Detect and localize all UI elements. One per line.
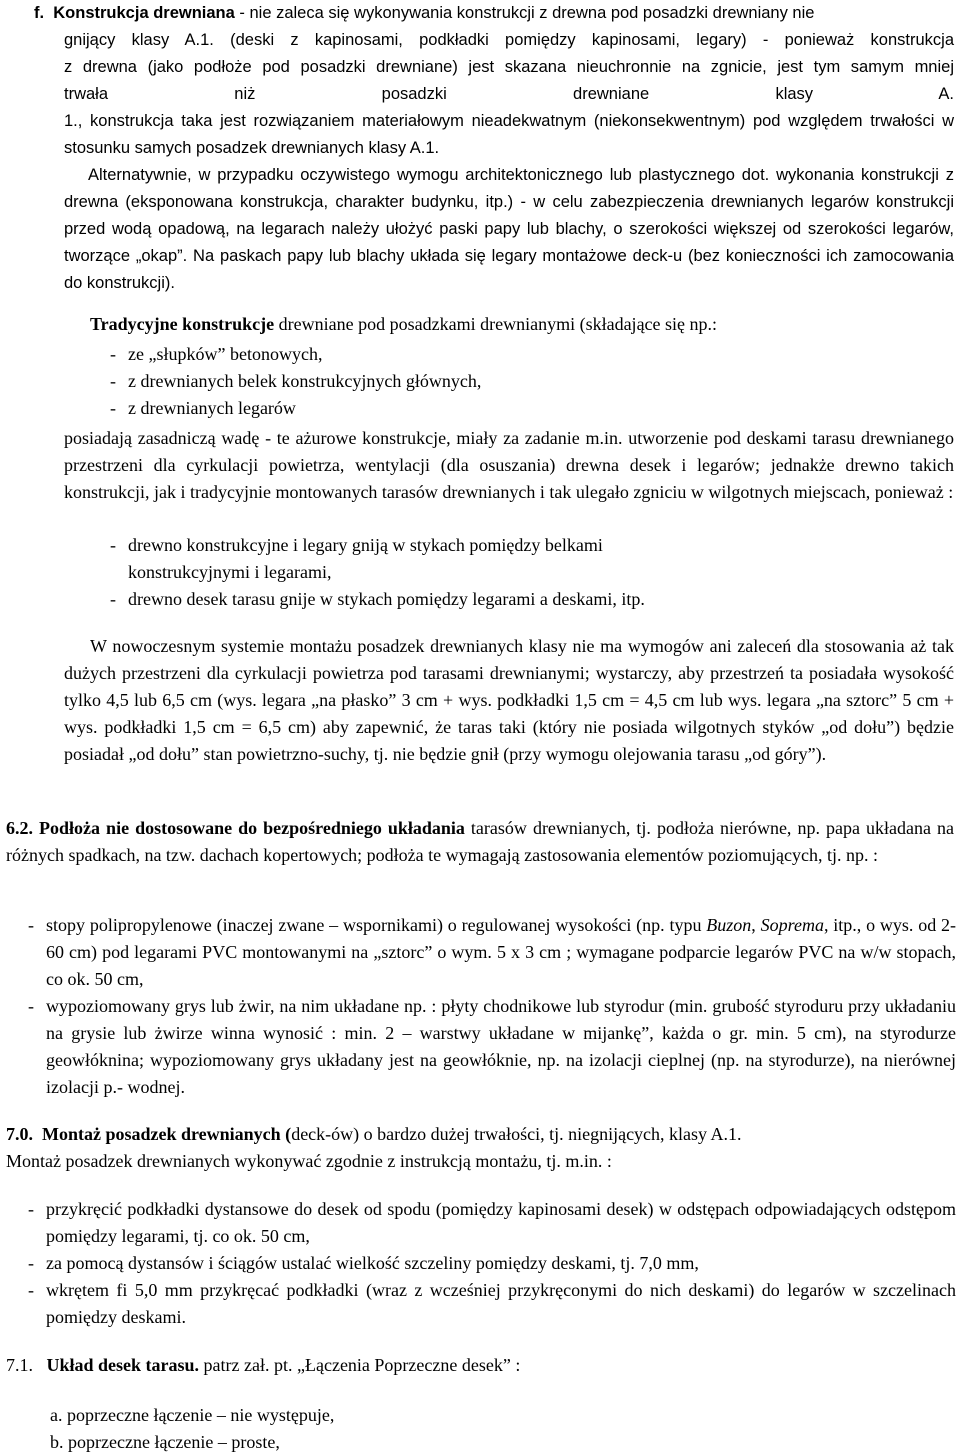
list-item: - z drewnianych legarów: [110, 398, 296, 418]
section-6-2-number: 6.2.: [6, 818, 33, 838]
section-f-line2: gnijący klasy A.1. (deski z kapinosami, podkładki pomiędzy kapinosami, legary) - ponieważ konstrukcja: [64, 31, 954, 49]
section-7-1-list: [50, 1402, 650, 1456]
traditional-heading-rest: drewniane pod posadzkami drewnianymi (składające się np.:: [274, 314, 718, 334]
section-f-title: Konstrukcja drewniana: [53, 4, 235, 22]
traditional-heading: [90, 311, 950, 338]
section-f-marker: f.: [34, 4, 45, 22]
section-6-2-title: Podłoża nie dostosowane do bezpośredniego układania: [39, 818, 465, 838]
section-f-alt-para: Alternatywnie, w przypadku oczywistego wymogu architektonicznego lub plastycznego dot. wykonania konstrukcji z drewna (eksponowana konstrukcja, charakter budynku, itp.) - w celu zabezpieczenia drewnianych legarów konstrukcji przed wodą opadową, na legarach należy ułożyć paski papy lub blachy, o szerokości większej od szerokości legarów, tworzące „okap”. Na paskach papy lub blachy układa się legary montażowe deck-u (bez konieczności ich zamocowania do konstrukcji).: [64, 166, 954, 292]
traditional-reasons: [110, 532, 678, 613]
list-item: - wkrętem fi 5,0 mm przykręcać podkładki (wraz z wcześniej przykręconymi do nich deskami) do legarów w szczelinach pomiędzy deskami.: [28, 1280, 956, 1327]
list-item: b. poprzeczne łączenie – proste,: [50, 1432, 280, 1452]
traditional-list: [110, 341, 948, 422]
list-item: - wypoziomowany grys lub żwir, na nim układane np. : płyty chodnikowe lub styrodur (min. grubość styroduru przy układaniu na grysie lub żwirze winna wynosić : min. 2 – warstwy układane w mijankę”, każda o gr. min. 5 cm), na styrodurze geowłóknina; wypoziomowany grys układany jest na geowłóknie, np. na izolacji cieplnej (np. na styrodurze), na nierównej izolacji p.- wodnej.: [28, 996, 956, 1097]
list-item: - ze „słupków” betonowych,: [110, 344, 323, 364]
list-item: - przykręcić podkładki dystansowe do desek od spodu (pomiędzy kapinosami desek) w odstępach odpowiadających odstępom pomiędzy legarami, tj. co ok. 50 cm,: [28, 1199, 956, 1246]
section-6-2-rest: tarasów drewnianych, tj. podłoża nierówne, np. papa układana na różnych spadkach, na tzw. dachach kopertowych; podłoża te wymagają zastosowania elementów poziomujących, tj. np. :: [6, 818, 954, 865]
section-7-1-title: Układ desek tarasu.: [46, 1355, 200, 1375]
section-6-2: [6, 815, 954, 869]
list-item: a. poprzeczne łączenie – nie występuje,: [50, 1405, 335, 1425]
section-6-2-list: [28, 912, 957, 1101]
traditional-body: posiadają zasadniczą wadę - te ażurowe konstrukcje, miały za zadanie m.in. utworzenie pod deskami tarasu drewnianego przestrzeni dla cyrkulacji powietrza, wentylacji (dla osuszania) drewna desek i legarów; jednakże drewno takich konstrukcji, jak i tradycyjnie montowanych tarasów drewnianych i tak ulegało zgniciu w wilgotnych miejscach, ponieważ :: [64, 428, 954, 502]
list-item: - drewno konstrukcyjne i legary gniją w stykach pomiędzy belkami konstrukcyjnymi i legarami,: [110, 535, 603, 582]
list-item: - za pomocą dystansów i ściągów ustalać wielkość szczeliny pomiędzy deskami, tj. 7,0 mm,: [28, 1253, 699, 1273]
section-7-0-rest: deck-ów) o bardzo dużej trwałości, tj. niegnijących, klasy A.1.: [291, 1124, 742, 1144]
section-f-line3: z drewna (jako podłoże pod posadzki drewniane) jest skazana nieuchronnie na zgnicie, jest tym samym mniej: [64, 58, 954, 76]
traditional-heading-bold: Tradycyjne konstrukcje: [90, 314, 275, 334]
section-f-body: [64, 27, 954, 297]
section-f-line1: [34, 0, 954, 27]
list-item: - z drewnianych belek konstrukcyjnych głównych,: [110, 371, 482, 391]
list-item: - stopy polipropylenowe (inaczej zwane – wspornikami) o regulowanej wysokości (np. typu Buzon, Soprema, itp., o wys. od 2-60 cm) pod legarami PVC montowanymi na „sztorc” o wym. 5 x 3 cm ; wymagane podparcie legarów PVC na w/w stopach, co ok. 50 cm,: [28, 915, 957, 989]
section-7-0-title: Montaż posadzek drewnianych (: [42, 1124, 292, 1144]
section-7-1-number: 7.1.: [6, 1355, 33, 1375]
section-f-para-tail: 1., konstrukcja taka jest rozwiązaniem materiałowym nieadekwatnym (niekonsekwentnym) pod względem trwałości w stosunku samych posadzek drewnianych klasy A.1.: [64, 112, 954, 157]
section-f-line1-rest: - nie zaleca się wykonywania konstrukcji z drewna pod posadzki drewniany nie: [234, 4, 815, 22]
section-7-0-intro: Montaż posadzek drewnianych wykonywać zgodnie z instrukcją montażu, tj. m.in. :: [6, 1151, 612, 1171]
section-7-1-rest: patrz zał. pt. „Łączenia Poprzeczne desek” :: [199, 1355, 521, 1375]
section-7-0-number: 7.0.: [6, 1124, 33, 1144]
section-7-1-heading: [6, 1352, 954, 1379]
section-7-0-heading: [6, 1121, 954, 1148]
section-7-0-list: [28, 1196, 956, 1331]
section-f-line4: trwała niż posadzki drewniane klasy A.: [64, 85, 954, 103]
list-item: - drewno desek tarasu gnije w stykach pomiędzy legarami a deskami, itp.: [110, 589, 645, 609]
modern-paragraph: W nowoczesnym systemie montażu posadzek drewnianych klasy nie ma wymogów ani zaleceń dla stosowania aż tak dużych przestrzeni dla cyrkulacji powietrza pod tarasami drewnianymi; wystarczy, aby przestrzeń ta posiadała wysokość tylko 4,5 lub 6,5 cm (wys. legara „na płasko” 3 cm + wys. podkładki 1,5 cm = 4,5 cm lub wys. legara „na sztorc” 5 cm + wys. podkładki 1,5 cm = 6,5 cm) aby zapewnić, że taras taki (który nie posiada wilgotnych styków „od dołu”) będzie posiadał „od dołu” stan powietrzno-suchy, tj. nie będzie gnił (przy wymogu olejowania tarasu „od góry”).: [64, 636, 954, 764]
